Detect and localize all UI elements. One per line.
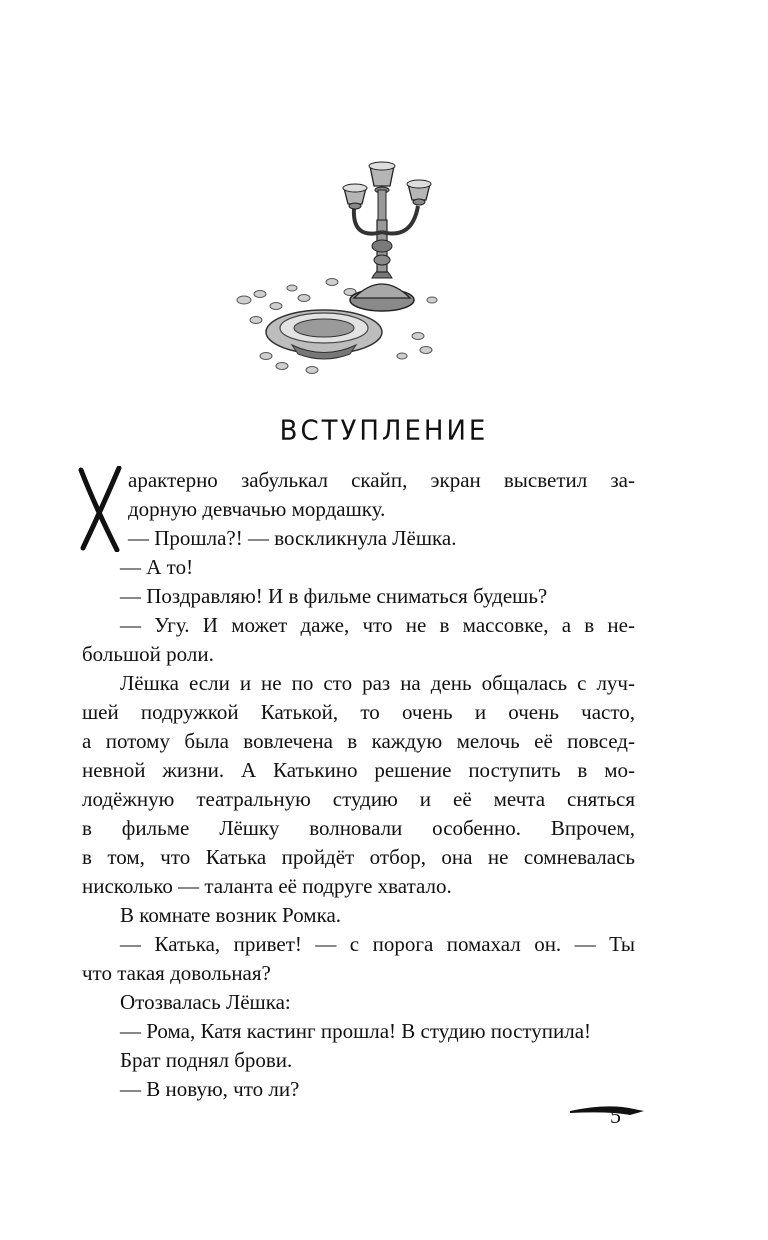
page-number: 5 — [610, 1103, 621, 1128]
page-number-marker — [568, 1101, 646, 1131]
text-line: лодёжную театральную студию и её мечта сняться — [82, 787, 635, 811]
body-text — [82, 466, 635, 1104]
chapter-title: ВСТУПЛЕНИЕ — [279, 415, 489, 447]
text-line: Брат поднял брови. — [120, 1048, 293, 1072]
candelabra-illustration — [232, 160, 442, 385]
text-line: большой роли. — [82, 642, 214, 666]
text-line: — Угу. И может даже, что не в массовке, а в не- — [120, 613, 635, 637]
text-line: — Рома, Катя кастинг прошла! В студию поступила! — [120, 1019, 592, 1043]
text-line: Лёшка если и не по сто раз на день общалась с луч- — [120, 671, 635, 695]
text-line: — В новую, что ли? — [120, 1077, 300, 1101]
text-line: а потому была вовлечена в каждую мелочь её повсед- — [82, 729, 635, 753]
text-line: арактерно забулькал скайп, экран высветил за- — [128, 468, 635, 492]
page-arrow-icon — [568, 1101, 646, 1131]
text-line: — А то! — [120, 555, 194, 579]
text-line: — Прошла?! — воскликнула Лёшка. — [128, 526, 457, 550]
text-line: в фильме Лёшку волновали особенно. Впрочем, — [82, 816, 635, 840]
text-line: в том, что Катька пройдёт отбор, она не сомневалась — [82, 845, 635, 869]
drop-cap-letter — [75, 466, 123, 552]
text-line: нисколько — таланта её подруге хватало. — [82, 874, 452, 898]
text-line: шей подружкой Катькой, то очень и очень часто, — [82, 700, 635, 724]
text-line: что такая довольная? — [82, 961, 271, 985]
text-line: дорную девчачью мордашку. — [128, 497, 386, 521]
text-line: В комнате возник Ромка. — [120, 903, 342, 927]
text-line: Отозвалась Лёшка: — [120, 990, 291, 1014]
text-line: — Катька, привет! — с порога помахал он. — Ты — [120, 932, 635, 956]
text-line: — Поздравляю! И в фильме сниматься будешь? — [120, 584, 548, 608]
text-line: невной жизни. А Катькино решение поступить в мо- — [82, 758, 635, 782]
